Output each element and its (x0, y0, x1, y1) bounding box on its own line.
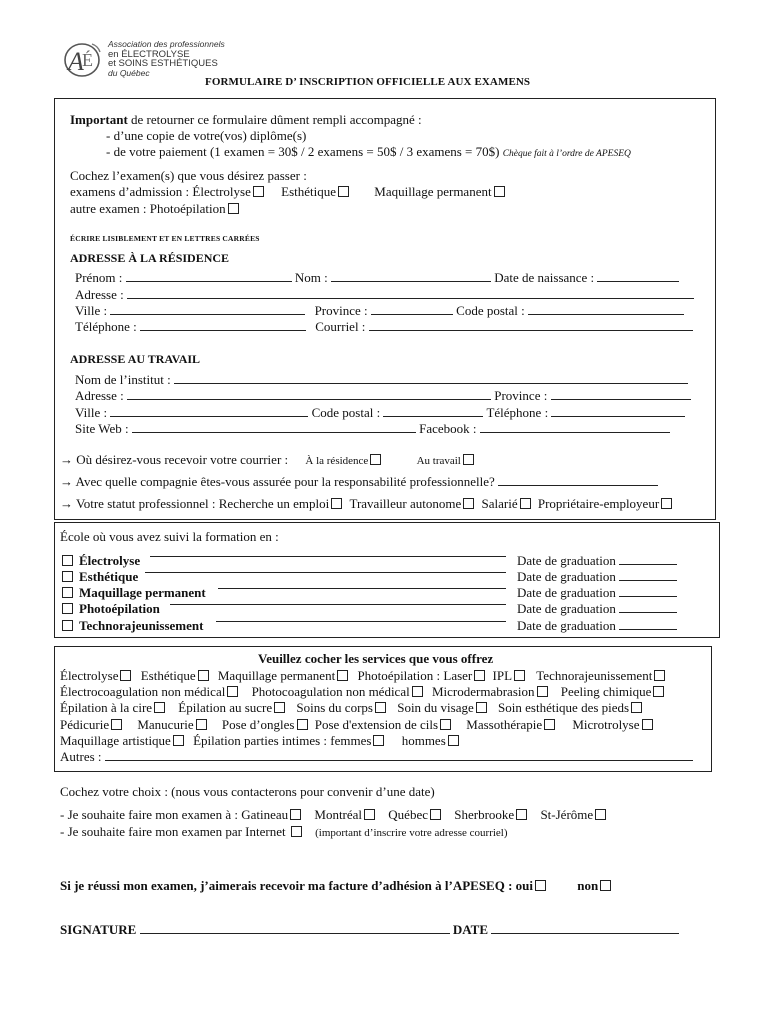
gatineau-label: - Je souhaite faire mon examen à : Gatineau (60, 807, 289, 822)
statut-proprietaire-label: Propriétaire-employeur (537, 496, 660, 511)
logo-line-1: Association des professionnels (108, 39, 225, 49)
services-row-3 (60, 700, 642, 716)
courrier-residence-label: À la résidence (305, 455, 369, 467)
paiement-text: - de votre paiement (1 examen = 30$ / 2 examens = 50$ / 3 examens = 70$) (106, 144, 500, 159)
logo-line-4: du Québec (108, 67, 150, 78)
statut-question (60, 496, 672, 512)
svg-text:É: É (82, 50, 93, 70)
service-label: Soin esthétique des pieds (498, 700, 630, 715)
service-checkbox[interactable] (375, 702, 386, 713)
ecole-program-label: Esthétique (79, 569, 139, 584)
autres-label: Autres : (60, 749, 102, 764)
residence-telephone-label: Téléphone : (75, 319, 137, 334)
ecole-program-label: Technorajeunissement (79, 618, 204, 633)
service-label: Esthétique (140, 668, 196, 683)
ecole-electrolyse-checkbox[interactable] (62, 555, 73, 566)
services-row-1 (60, 668, 665, 684)
service-checkbox[interactable] (173, 735, 184, 746)
graduation-field[interactable] (619, 569, 677, 581)
graduation-label: Date de graduation (517, 569, 616, 584)
maquillage-exam-label: Maquillage permanent (374, 184, 492, 199)
service-label: Photocoagulation non médical (251, 684, 410, 699)
statut-recherche-checkbox[interactable] (331, 498, 342, 509)
graduation-row (517, 601, 677, 617)
travail-province-label: Province : (494, 388, 548, 403)
ecole-photoepilation-checkbox[interactable] (62, 603, 73, 614)
ecole-program-label: Maquillage permanent (79, 585, 206, 600)
ecole-technorajeunissement-field[interactable] (216, 621, 506, 622)
residence-ville-field[interactable] (110, 303, 305, 315)
residence-adresse-label: Adresse : (75, 287, 124, 302)
ecole-program-row (62, 569, 138, 585)
service-label: Technorajeunissement (536, 668, 653, 683)
residence-telephone-field[interactable] (140, 319, 306, 331)
residence-heading: ADRESSE À LA RÉSIDENCE (70, 251, 230, 265)
travail-ville-label: Ville : (75, 405, 108, 420)
statut-salarie-label: Salarié (481, 496, 518, 511)
logo-line-2: en ÉLECTROLYSE (108, 48, 190, 60)
service-label: Épilation parties intimes : femmes (193, 733, 372, 748)
statut-recherche-label: → Votre statut professionnel : Recherche un emploi (60, 496, 330, 511)
graduation-field[interactable] (619, 585, 677, 597)
service-checkbox[interactable] (120, 670, 131, 681)
institut-label: Nom de l’institut : (75, 372, 171, 387)
services-autres-row (60, 749, 693, 765)
service-label: IPL (492, 668, 513, 683)
travail-telephone-field[interactable] (551, 405, 685, 417)
montreal-label: Montréal (314, 807, 363, 822)
facture-oui-label: Si je réussi mon examen, j’aimerais recevoir ma facture d’adhésion à l’APESEQ : oui (60, 878, 534, 893)
service-checkbox[interactable] (198, 670, 209, 681)
internet-checkbox[interactable] (291, 826, 302, 837)
form-title: FORMULAIRE D’ INSCRIPTION OFFICIELLE AUX EXAMENS (205, 76, 531, 88)
choix-intro: Cochez votre choix : (nous vous contacterons pour convenir d’une date) (60, 784, 435, 799)
service-checkbox[interactable] (412, 686, 423, 697)
residence-province-field[interactable] (371, 303, 453, 315)
services-row-2 (60, 684, 664, 700)
stjerome-checkbox[interactable] (595, 809, 606, 820)
facebook-field[interactable] (480, 421, 670, 433)
service-checkbox[interactable] (654, 670, 665, 681)
service-label: Peeling chimique (560, 684, 652, 699)
residence-courriel-label: Courriel : (315, 319, 366, 334)
ecole-electrolyse-field[interactable] (150, 556, 506, 557)
service-label: Pédicurie (60, 717, 110, 732)
nom-field[interactable] (331, 270, 491, 282)
residence-row-1 (75, 270, 679, 286)
institut-field[interactable] (174, 372, 688, 384)
montreal-checkbox[interactable] (364, 809, 375, 820)
service-checkbox[interactable] (373, 735, 384, 746)
logo-line-3: et SOINS ESTHÉTIQUES (108, 58, 218, 69)
signature-field[interactable] (140, 922, 450, 934)
travail-adresse-field[interactable] (127, 388, 491, 400)
exams-autre-row (70, 201, 239, 217)
service-label: Maquillage artistique (60, 733, 171, 748)
ecole-esthetique-checkbox[interactable] (62, 571, 73, 582)
ecole-technorajeunissement-checkbox[interactable] (62, 620, 73, 631)
courrier-travail-checkbox[interactable] (463, 454, 474, 465)
residence-province-label: Province : (314, 303, 368, 318)
date-label: DATE (452, 922, 488, 937)
residence-code-postal-field[interactable] (528, 303, 684, 315)
travail-ville-field[interactable] (110, 405, 308, 417)
service-checkbox[interactable] (653, 686, 664, 697)
graduation-label: Date de graduation (517, 585, 616, 600)
service-label: Pose d'extension de cils (314, 717, 439, 732)
sherbrooke-checkbox[interactable] (516, 809, 527, 820)
service-checkbox[interactable] (474, 670, 485, 681)
ecole-program-row (62, 601, 160, 617)
services-row-4 (60, 717, 653, 733)
service-checkbox[interactable] (297, 719, 308, 730)
service-label: hommes (401, 733, 446, 748)
prenom-field[interactable] (126, 270, 292, 282)
service-label: Maquillage permanent (217, 668, 336, 683)
apeseq-logo-icon (62, 36, 106, 80)
svg-text:A: A (68, 47, 84, 76)
service-checkbox[interactable] (476, 702, 487, 713)
service-label: Manucurie (137, 717, 194, 732)
sherbrooke-label: Sherbrooke (454, 807, 515, 822)
services-row-5 (60, 733, 459, 749)
statut-proprietaire-checkbox[interactable] (661, 498, 672, 509)
service-checkbox[interactable] (642, 719, 653, 730)
residence-ville-label: Ville : (75, 303, 108, 318)
courrier-residence-checkbox[interactable] (370, 454, 381, 465)
internet-label: - Je souhaite faire mon examen par Internet (60, 824, 286, 839)
service-label: Électrolyse (60, 668, 119, 683)
travail-row-4 (75, 421, 670, 437)
stjerome-label: St-Jérôme (540, 807, 594, 822)
travail-row-2 (75, 388, 691, 404)
service-label: Épilation au sucre (178, 700, 273, 715)
graduation-row (517, 618, 677, 634)
graduation-row (517, 569, 677, 585)
graduation-field[interactable] (619, 618, 677, 630)
cheque-note: Chèque fait à l’ordre de APESEQ (502, 149, 631, 159)
travail-code-postal-field[interactable] (383, 405, 483, 417)
graduation-label: Date de graduation (517, 618, 616, 633)
service-checkbox[interactable] (544, 719, 555, 730)
gatineau-checkbox[interactable] (290, 809, 301, 820)
travail-code-postal-label: Code postal : (311, 405, 381, 420)
choix-internet-row (60, 824, 508, 840)
service-checkbox[interactable] (227, 686, 238, 697)
choix-lieu-row (60, 807, 606, 823)
travail-province-field[interactable] (551, 388, 691, 400)
service-checkbox[interactable] (111, 719, 122, 730)
residence-adresse-field[interactable] (127, 287, 694, 299)
internet-note: (important d’inscrire votre adresse courriel) (315, 827, 508, 839)
graduation-field[interactable] (619, 601, 677, 613)
ecole-program-row (62, 553, 140, 569)
ecole-maquillage-field[interactable] (218, 588, 506, 589)
travail-heading: ADRESSE AU TRAVAIL (70, 352, 201, 366)
nom-label: Nom : (294, 270, 328, 285)
exams-intro: Cochez l’examen(s) que vous désirez passer : (70, 168, 307, 183)
important-item-paiement (106, 144, 631, 160)
residence-courriel-field[interactable] (369, 319, 693, 331)
signature-label: SIGNATURE (60, 922, 137, 937)
service-label: Épilation à la cire (60, 700, 153, 715)
facture-oui-checkbox[interactable] (535, 880, 546, 891)
travail-row-3 (75, 405, 685, 421)
service-label: Soin du visage (397, 700, 474, 715)
ecole-maquillage-checkbox[interactable] (62, 587, 73, 598)
facture-row (60, 878, 611, 894)
ecole-heading: École où vous avez suivi la formation en : (60, 529, 279, 544)
statut-autonome-label: Travailleur autonome (349, 496, 462, 511)
admission-electrolyse-label: examens d’admission : Électrolyse (70, 184, 251, 199)
statut-autonome-checkbox[interactable] (463, 498, 474, 509)
important-item-diplome: - d’une copie de votre(vos) diplôme(s) (106, 128, 307, 143)
site-web-label: Site Web : (75, 421, 129, 436)
service-checkbox[interactable] (337, 670, 348, 681)
quebec-label: Québec (388, 807, 428, 822)
courrier-question (60, 452, 474, 468)
ecole-program-row (62, 585, 206, 601)
logo-text (108, 40, 225, 78)
service-label: Pose d’ongles (221, 717, 295, 732)
signature-row (60, 922, 679, 938)
service-label: Massothérapie (466, 717, 543, 732)
service-checkbox[interactable] (537, 686, 548, 697)
maquillage-exam-checkbox[interactable] (494, 186, 505, 197)
service-checkbox[interactable] (196, 719, 207, 730)
assurance-label: → Avec quelle compagnie êtes-vous assurée pour la responsabilité professionnelle? (60, 474, 495, 489)
assurance-question (60, 474, 658, 490)
assurance-field[interactable] (498, 474, 658, 486)
courrier-label: → Où désirez-vous recevoir votre courrier : (60, 452, 289, 467)
service-label: Soins du corps (296, 700, 373, 715)
graduation-row (517, 585, 677, 601)
photoepilation-exam-checkbox[interactable] (228, 203, 239, 214)
service-checkbox[interactable] (514, 670, 525, 681)
esthetique-exam-label: Esthétique (281, 184, 337, 199)
important-line (70, 112, 422, 128)
travail-telephone-label: Téléphone : (486, 405, 549, 420)
residence-row-2 (75, 287, 694, 303)
statut-salarie-checkbox[interactable] (520, 498, 531, 509)
graduation-label: Date de graduation (517, 553, 616, 568)
service-label: Photoépilation : Laser (357, 668, 473, 683)
prenom-label: Prénom : (75, 270, 123, 285)
autres-field[interactable] (105, 749, 693, 761)
date-field[interactable] (491, 922, 679, 934)
residence-code-postal-label: Code postal : (456, 303, 525, 318)
site-web-field[interactable] (132, 421, 416, 433)
service-label: Électrocoagulation non médical (60, 684, 226, 699)
ecole-program-label: Photoépilation (79, 601, 160, 616)
ecole-esthetique-field[interactable] (145, 572, 506, 573)
residence-row-4 (75, 319, 693, 335)
service-label: Microdermabrasion (431, 684, 535, 699)
photoepilation-exam-label: autre examen : Photoépilation (70, 201, 226, 216)
travail-row-1 (75, 372, 688, 388)
service-checkbox[interactable] (440, 719, 451, 730)
residence-row-3 (75, 303, 684, 319)
esthetique-exam-checkbox[interactable] (338, 186, 349, 197)
courrier-travail-label: Au travail (416, 455, 461, 467)
naissance-label: Date de naissance : (494, 270, 595, 285)
facture-non-label: non (577, 878, 599, 893)
services-heading: Veuillez cocher les services que vous offrez (258, 651, 494, 666)
write-legibly-note: ÉCRIRE LISIBLEMENT ET EN LETTRES CARRÉES (70, 234, 260, 243)
ecole-program-label: Électrolyse (79, 553, 141, 568)
facebook-label: Facebook : (419, 421, 477, 436)
electrolyse-exam-checkbox[interactable] (253, 186, 264, 197)
service-checkbox[interactable] (448, 735, 459, 746)
facture-non-checkbox[interactable] (600, 880, 611, 891)
ecole-program-row (62, 618, 203, 634)
travail-adresse-label: Adresse : (75, 388, 124, 403)
important-text: de retourner ce formulaire dûment rempli accompagné : (127, 112, 422, 127)
graduation-field[interactable] (619, 553, 677, 565)
service-checkbox[interactable] (274, 702, 285, 713)
service-checkbox[interactable] (154, 702, 165, 713)
ecole-photoepilation-field[interactable] (170, 604, 506, 605)
service-label: Microtrolyse (572, 717, 640, 732)
service-checkbox[interactable] (631, 702, 642, 713)
naissance-field[interactable] (597, 270, 679, 282)
graduation-label: Date de graduation (517, 601, 616, 616)
exams-admission-row (70, 184, 505, 200)
quebec-checkbox[interactable] (430, 809, 441, 820)
important-label: Important (70, 112, 128, 127)
graduation-row (517, 553, 677, 569)
